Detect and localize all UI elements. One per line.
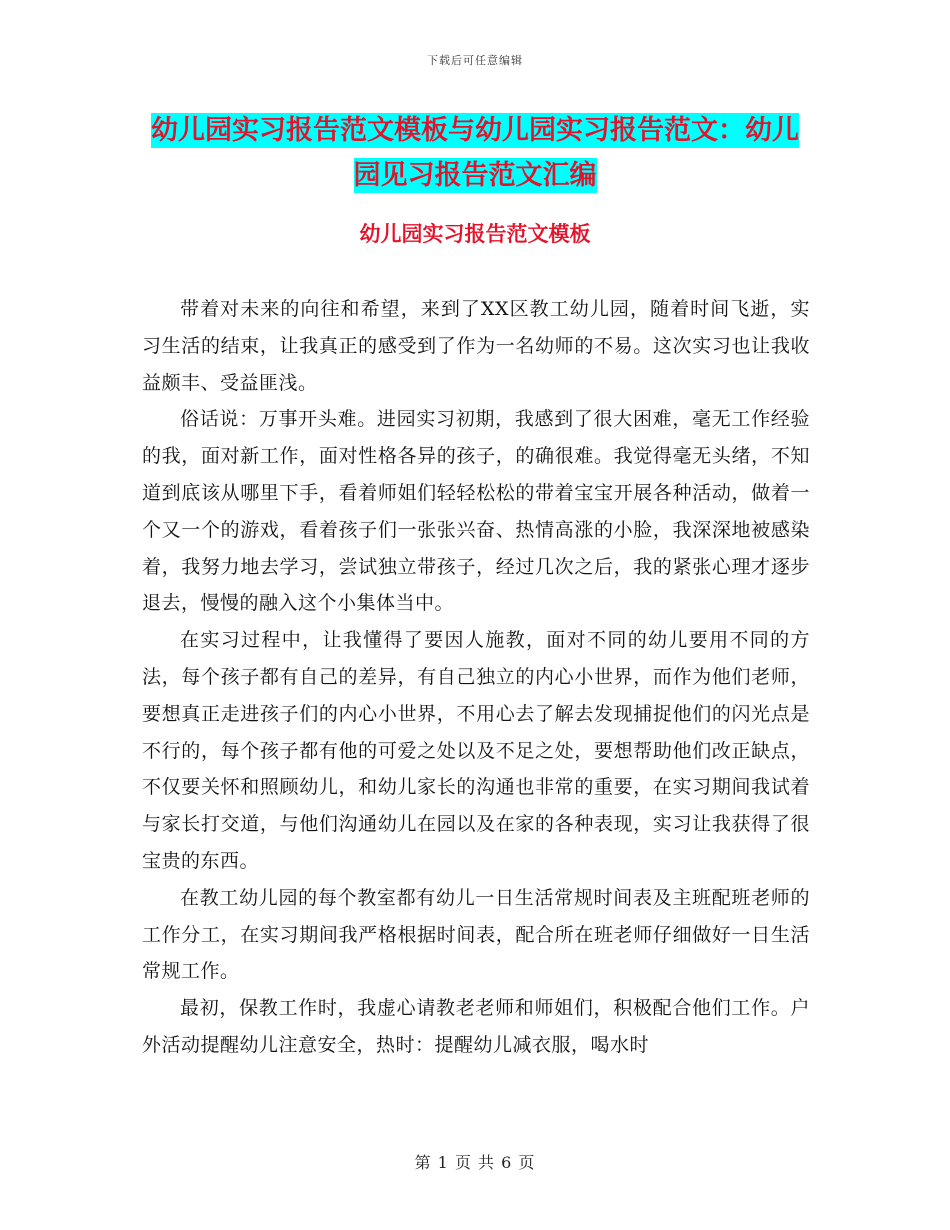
body-content: [142, 291, 810, 1064]
section-heading: 幼儿园实习报告范文模板: [359, 222, 591, 246]
paragraph: 在教工幼儿园的每个教室都有幼儿一日生活常规时间表及主班配班老师的工作分工，在实习期间我严格根据时间表，配合所在班老师仔细做好一日生活常规工作。: [142, 886, 810, 983]
document-title-text: 幼儿园实习报告范文模板与幼儿园实习报告范文：幼儿园见习报告范文汇编: [151, 115, 799, 191]
paragraph: 带着对未来的向往和希望，来到了XX区教工幼儿园，随着时间飞逝，实习生活的结束，让我真正的感受到了作为一名幼师的不易。这次实习也让我收益颇丰、受益匪浅。: [142, 298, 810, 394]
page-number-footer: 第 1 页 共 6 页: [414, 1153, 536, 1172]
paragraph: 在实习过程中，让我懂得了要因人施教，面对不同的幼儿要用不同的方法，每个孩子都有自己的差异，有自己独立的内心小世界，而作为他们老师，要想真正走进孩子们的内心小世界，不用心去了解去发现捕捉他们的闪光点是不行的，每个孩子都有他的可爱之处以及不足之处，要想帮助他们改正缺点，不仅要关怀和照顾幼儿，和幼儿家长的沟通也非常的重要，在实习期间我试着与家长打交道，与他们沟通幼儿在园以及在家的各种表现，实习让我获得了很宝贵的东西。: [142, 629, 810, 872]
document-title: [150, 108, 800, 198]
paragraph: 俗话说：万事开头难。进园实习初期，我感到了很大困难，毫无工作经验的我，面对新工作，面对性格各异的孩子，的确很难。我觉得毫无头绪，不知道到底该从哪里下手，看着师姐们轻轻松松的带着宝宝开展各种活动，做着一个又一个的游戏，看着孩子们一张张兴奋、热情高涨的小脸，我深深地被感染着，我努力地去学习，尝试独立带孩子，经过几次之后，我的紧张心理才逐步退去，慢慢的融入这个小集体当中。: [142, 408, 810, 615]
page-header-note: 下载后可任意编辑: [427, 54, 523, 67]
paragraph: 最初，保教工作时，我虚心请教老老师和师姐们，积极配合他们工作。户外活动提醒幼儿注意安全，热时：提醒幼儿减衣服，喝水时: [142, 997, 810, 1056]
